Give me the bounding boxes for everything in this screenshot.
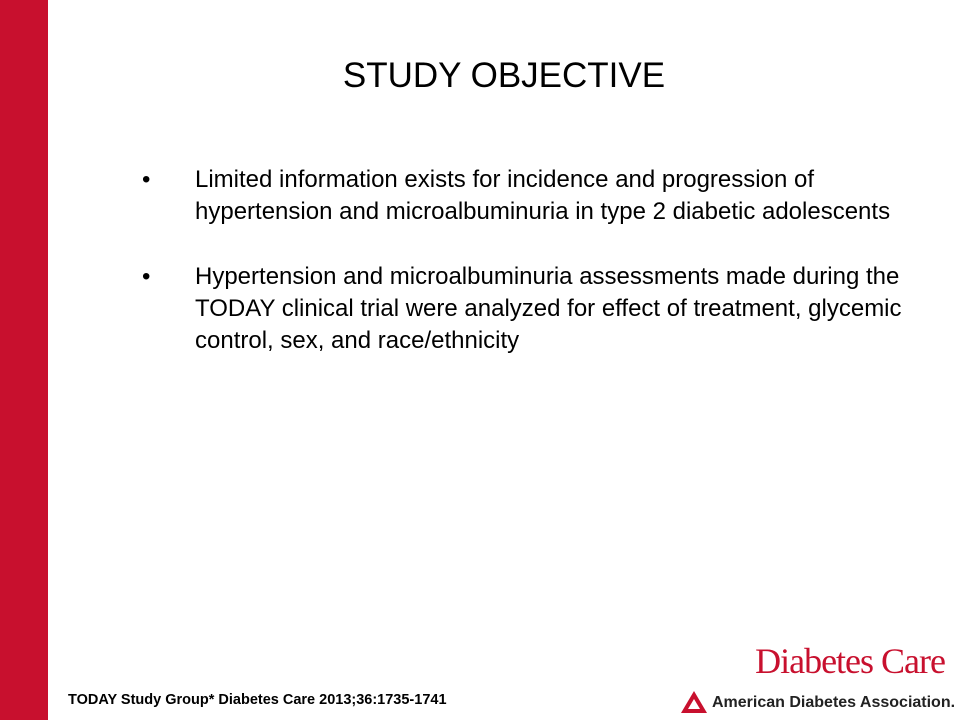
bullet-list (142, 164, 902, 390)
bullet-item (142, 164, 902, 228)
bullet-dot-icon: • (142, 263, 151, 290)
slide-title: STUDY OBJECTIVE (342, 56, 666, 95)
bullet-item (142, 261, 902, 357)
journal-logo: Diabetes Care (755, 641, 945, 681)
organization-name: American Diabetes Association. (712, 694, 956, 711)
citation: TODAY Study Group* Diabetes Care 2013;36:1735-1741 (68, 692, 447, 708)
bullet-text: Hypertension and microalbuminuria assessments made during the TODAY clinical trial were analyzed for effect of treatment, glycemic control, sex, and race/ethnicity (195, 263, 902, 354)
bullet-text: Limited information exists for incidence and progression of hypertension and microalbuminuria in type 2 diabetic adolescents (195, 166, 891, 225)
left-accent-bar (0, 0, 48, 720)
bullet-dot-icon: • (142, 166, 151, 193)
ada-logo (668, 684, 958, 720)
ada-triangle-logo-icon (680, 690, 708, 714)
